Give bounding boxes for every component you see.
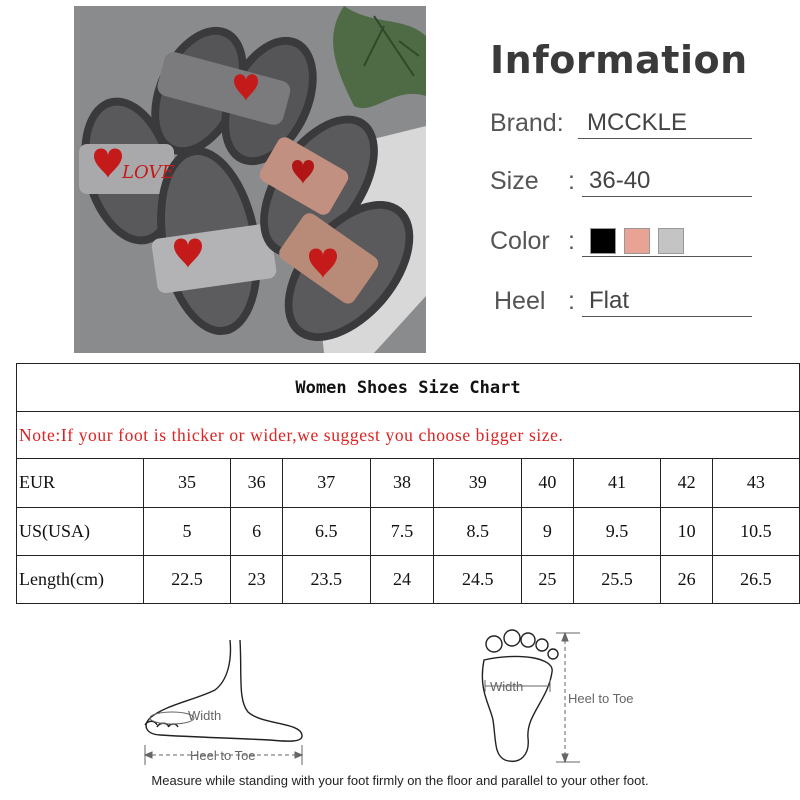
heel-row	[490, 280, 760, 320]
size-cell: 6.5	[282, 507, 370, 555]
size-cell: 26.5	[712, 555, 799, 603]
sole-foot-icon	[482, 630, 558, 761]
size-cell: 6	[231, 507, 282, 555]
size-value: 36-40	[589, 167, 651, 194]
size-cell: 9.5	[573, 507, 661, 555]
size-cell: 24	[370, 555, 434, 603]
size-cell: 25.5	[573, 555, 661, 603]
product-photo	[74, 6, 426, 353]
size-cell: 5	[143, 507, 231, 555]
size-row-us	[17, 507, 799, 555]
color-row	[490, 220, 760, 260]
size-cell: 24.5	[434, 555, 522, 603]
size-cell: 42	[661, 459, 712, 507]
side-foot-icon	[145, 640, 302, 741]
size-cell: 22.5	[143, 555, 231, 603]
color-swatch-black	[590, 228, 616, 254]
size-cell: 10.5	[712, 507, 799, 555]
heel-value: Flat	[589, 287, 630, 314]
heel-underline	[582, 316, 752, 318]
size-cell: 26	[661, 555, 712, 603]
side-length-label: Heel to Toe	[190, 748, 256, 763]
side-width-label: Width	[188, 708, 222, 723]
brand-underline	[578, 138, 752, 140]
brand-label: Brand:	[490, 109, 564, 137]
love-print: LOVE	[122, 162, 175, 183]
size-cell: 41	[573, 459, 661, 507]
size-cell: 40	[522, 459, 573, 507]
sole-length-label: Heel to Toe	[568, 691, 634, 706]
size-cell: 23.5	[282, 555, 370, 603]
color-label: Color	[490, 227, 550, 255]
brand-row	[490, 102, 760, 142]
size-row-label: US(USA)	[17, 507, 143, 555]
size-table	[17, 459, 799, 603]
slippers-illustration	[74, 6, 426, 353]
size-cell: 23	[231, 555, 282, 603]
size-row-label: Length(cm)	[17, 555, 143, 603]
size-row-eur	[17, 459, 799, 507]
color-swatch-pink	[624, 228, 650, 254]
measure-caption: Measure while standing with your foot firmly on the floor and parallel to your other foot.	[151, 773, 649, 788]
brand-value: MCCKLE	[587, 109, 688, 136]
size-chart	[16, 363, 800, 604]
size-row-length	[17, 555, 799, 603]
size-cell: 7.5	[370, 507, 434, 555]
size-cell: 36	[231, 459, 282, 507]
size-underline	[582, 196, 752, 198]
size-cell: 35	[143, 459, 231, 507]
size-cell: 38	[370, 459, 434, 507]
size-cell: 10	[661, 507, 712, 555]
size-chart-note: Note:If your foot is thicker or wider,we suggest you choose bigger size.	[17, 412, 799, 459]
color-underline	[582, 256, 752, 258]
size-row-label: EUR	[17, 459, 143, 507]
color-swatch-silver	[658, 228, 684, 254]
sole-width-label: Width	[490, 679, 524, 694]
size-cell: 43	[712, 459, 799, 507]
info-title: Information	[490, 38, 748, 82]
size-cell: 8.5	[434, 507, 522, 555]
size-colon: :	[568, 167, 575, 195]
color-colon: :	[568, 227, 575, 255]
size-label: Size	[490, 167, 539, 195]
size-cell: 9	[522, 507, 573, 555]
size-chart-title: Women Shoes Size Chart	[17, 364, 799, 412]
size-row	[490, 160, 760, 200]
heel-label: Heel	[494, 287, 546, 315]
size-cell: 39	[434, 459, 522, 507]
size-cell: 37	[282, 459, 370, 507]
heel-colon: :	[568, 287, 575, 315]
size-cell: 25	[522, 555, 573, 603]
